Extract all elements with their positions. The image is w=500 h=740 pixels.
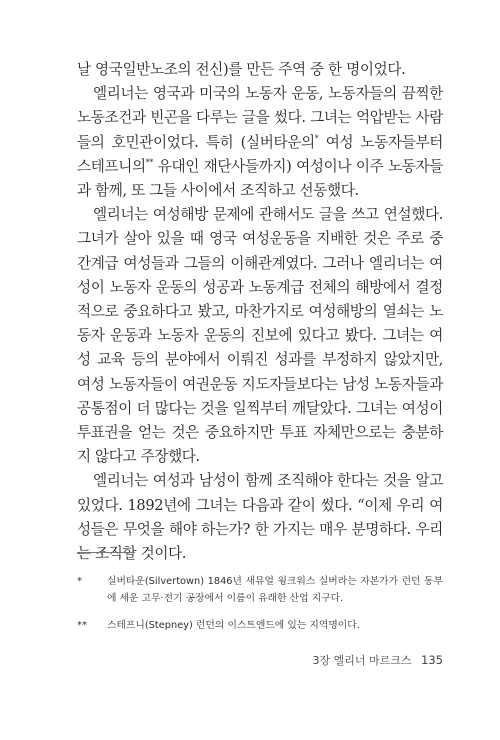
paragraph-1-text: 날 영국일반노조의 전신)를 만든 주역 중 한 명이었다. <box>77 61 406 78</box>
page-number: 135 <box>421 653 443 667</box>
chapter-title: 3장 엘리너 마르크스 <box>312 654 412 667</box>
paragraph-2-text-3: 유대인 재단사들까지) 여성이나 이주 노동자들과 함께, 또 그들 사이에서 조직하고 선동했다. <box>77 157 443 200</box>
body-text <box>77 58 443 566</box>
footnote-1-marker: * <box>77 576 82 587</box>
footnote-2 <box>77 617 443 634</box>
footnote-1-text: 실버타운(Silvertown) 1846년 새뮤얼 윙크워스 실버라는 자본가가 런던 동부에 세운 고무·전기 공장에서 이름이 유래한 산업 지구다. <box>107 576 443 604</box>
paragraph-2-text-1: 엘리너는 영국과 미국의 노동자 운동, 노동자들의 끔찍한 노동조건과 빈곤을 다루는 글을 썼다. 그녀는 억압받는 사람들의 호민관이었다. 특히 (실버타운의 <box>77 85 443 151</box>
footnote-ref-2: ** <box>145 157 154 167</box>
paragraph-2 <box>77 82 443 203</box>
paragraph-4-text: 엘리너는 여성과 남성이 함께 조직해야 한다는 것을 알고 있었다. 1892년에 그녀는 다음과 같이 썼다. “이제 우리 여성들은 무엇을 해야 하는가? 한 가지는 매우 분명하다. 우리는 조직할 것이다. <box>77 472 443 563</box>
footnote-divider <box>77 552 135 553</box>
paragraph-1 <box>77 58 443 82</box>
footnote-1 <box>77 573 443 607</box>
footnote-2-text: 스테프니(Stepney) 런던의 이스트엔드에 있는 지역명이다. <box>107 620 360 631</box>
footnotes <box>77 573 443 644</box>
paragraph-3-text: 엘리너는 여성해방 문제에 관해서도 글을 쓰고 연설했다. 그녀가 살아 있을 때 영국 여성운동을 지배한 것은 주로 중간계급 여성들과 그들의 이해관계였다. 그러나 엘리너는 여성이 노동자 운동의 성공과 노동계급 전체의 해방에서 결정적으로 중요하다고 봤고, 마찬가지로 여성해방의 열쇠는 노동자 운동과 노동자 운동의 진보에 있다고 봤다. 그녀는 여성 교육 등의 분야에서 이뤄진 성과를 부정하지 않았지만, 여성 노동자들이 여권운동 지도자들보다는 남성 노동자들과 공통점이 더 많다는 것을 일찍부터 깨달았다. 그녀는 여성이 투표권을 얻는 것은 중요하지만 투표 자체만으로는 충분하지 않다고 주장했다. <box>77 206 443 466</box>
footnote-ref-1: * <box>314 133 319 143</box>
page-footer <box>313 652 443 668</box>
paragraph-3 <box>77 203 443 469</box>
footnote-2-marker: ** <box>77 620 87 631</box>
paragraph-2-text-2: 여성 노동자들부터 스테프니의 <box>77 133 444 175</box>
